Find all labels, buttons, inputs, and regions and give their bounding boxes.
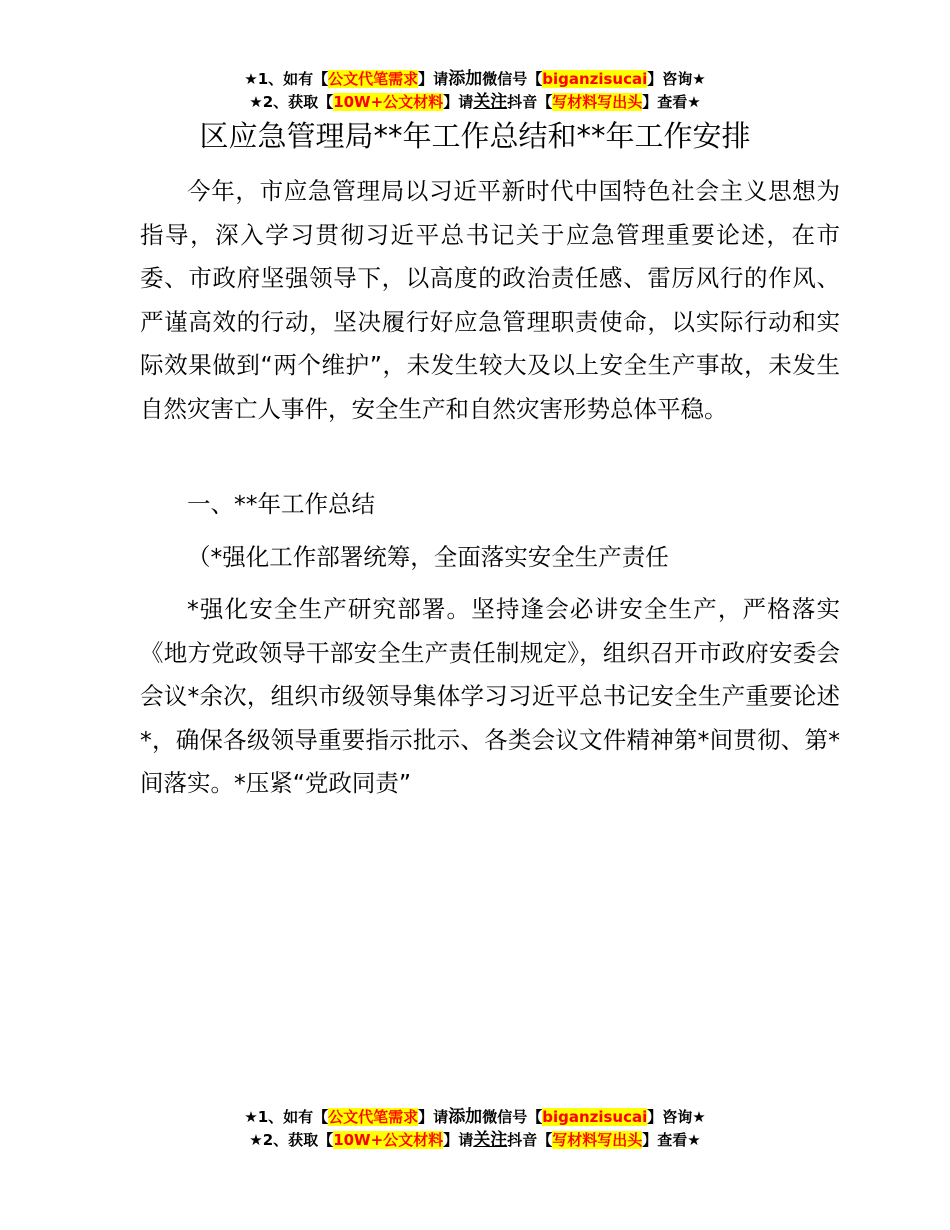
banner-text: 抖音【 [507,93,553,111]
subheading-text: （*强化工作部署统筹，全面落实安全生产责任 [187,543,669,571]
header-banner [0,68,950,114]
banner-text: 】请 [443,93,474,111]
footer-banner [0,1106,950,1152]
banner-highlight: 写材料写出头 [552,1131,643,1149]
banner-highlight: 公文代笔需求 [328,1108,419,1126]
banner-emphasis: 关注 [473,92,508,112]
banner-highlight: biganzisucai [542,70,648,88]
banner-highlight: 公文代笔需求 [328,70,419,88]
banner-text: 】查看★ [642,93,701,111]
banner-highlight: biganzisucai [542,1108,648,1126]
banner-text: 抖音【 [507,1131,553,1149]
paragraph-text: *强化安全生产研究部署。坚持逢会必讲安全生产，严格落实《地方党政领导干部安全生产责任制规定》，组织召开市政府安委会会议*余次，组织市级领导集体学习习近平总书记安全生产重要论述*，确保各级领导重要指示批示、各类会议文件精神第*间贯彻、第*间落实。*压紧“党政同责” [140,595,840,797]
header-banner-line-1 [0,68,950,91]
banner-text: ★1、如有【 [244,1108,329,1126]
body-paragraph-intro [140,170,840,431]
header-banner-line-2 [0,91,950,114]
banner-emphasis: 添加 [448,69,483,89]
banner-text: 】咨询★ [647,1108,706,1126]
paragraph-text: 今年，市应急管理局以习近平新时代中国特色社会主义思想为指导，深入学习贯彻习近平总书记关于应急管理重要论述，在市委、市政府坚强领导下，以高度的政治责任感、雷厉风行的作风、严谨高效的行动，坚决履行好应急管理职责使命，以实际行动和实际效果做到“两个维护”，未发生较大及以上安全生产事故，未发生自然灾害亡人事件，安全生产和自然灾害形势总体平稳。 [140,177,840,423]
body-paragraph-detail [140,588,840,806]
section-heading [140,483,840,527]
banner-text: 】请 [443,1131,474,1149]
banner-text: 微信号【 [482,1108,543,1126]
banner-text: 】请 [418,1108,449,1126]
banner-text: 】请 [418,70,449,88]
footer-banner-line-1 [0,1106,950,1129]
banner-highlight: 10W+公文材料 [333,1131,444,1149]
banner-text: ★2、获取【 [249,93,334,111]
banner-emphasis: 关注 [473,1130,508,1150]
banner-emphasis: 添加 [448,1107,483,1127]
banner-text: 】咨询★ [647,70,706,88]
footer-banner-line-2 [0,1129,950,1152]
banner-text: 微信号【 [482,70,543,88]
heading-text: 一、**年工作总结 [187,490,375,518]
banner-text: ★2、获取【 [249,1131,334,1149]
subsection-heading [140,536,840,580]
banner-text: 】查看★ [642,1131,701,1149]
document-title: 区应急管理局**年工作总结和**年工作安排 [199,119,751,153]
banner-highlight: 10W+公文材料 [333,93,444,111]
banner-text: ★1、如有【 [244,70,329,88]
banner-highlight: 写材料写出头 [552,93,643,111]
